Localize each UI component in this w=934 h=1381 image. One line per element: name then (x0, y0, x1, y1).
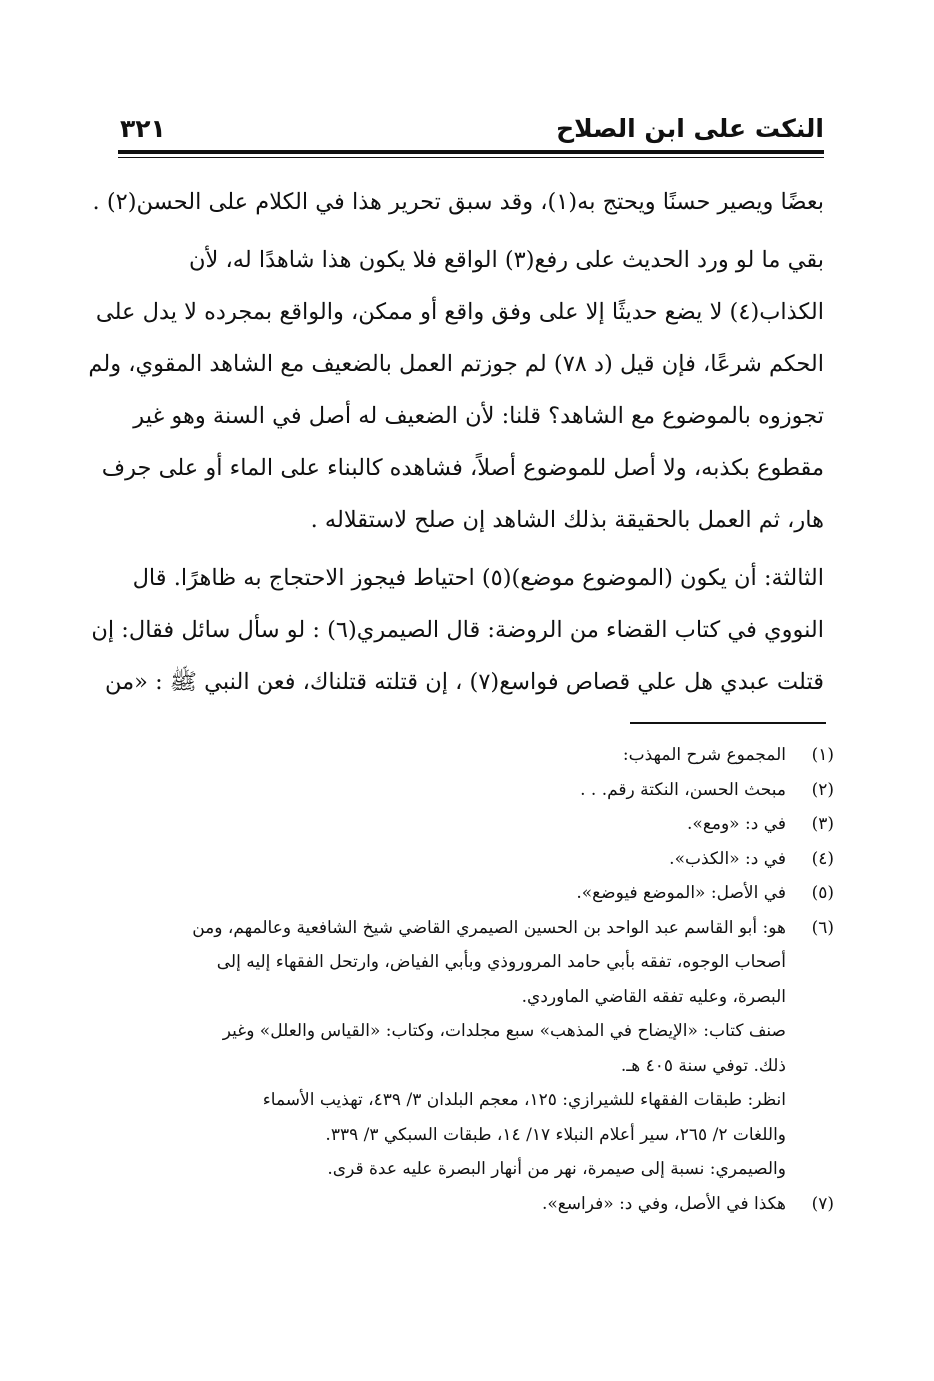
footnote-line (120, 773, 834, 808)
text-line: الحكم شرعًا، فإن قيل (د ٧٨) لم جوزتم العمل بالضعيف مع الشاهد المقوي، ولم (88, 351, 824, 377)
text-line: الثالثة: أن يكون (الموضوع موضع)(٥) احتياط فيجوز الاحتجاج به ظاهرًا. قال (132, 565, 824, 591)
footnote-continuation: انظر: طبقات الفقهاء للشيرازي: ١٢٥، معجم البلدان ٣/ ٤٣٩، تهذيب الأسماء (262, 1090, 786, 1110)
text-line: مقطوع بكذبه، ولا أصل للموضوع أصلاً، فشاهده كالبناء على الماء أو على جرف (101, 455, 824, 481)
footnote-line (120, 842, 834, 877)
footnote-line (120, 807, 834, 842)
footnote-line (120, 911, 834, 946)
footnote-continuation: أصحاب الوجوه، تفقه بأبي حامد المروروذي وبأبي الفياض، وارتحل الفقهاء إليه إلى (216, 952, 786, 972)
footnote-line (120, 738, 834, 773)
footnote-number: (٥) (811, 883, 834, 903)
footnote-text: هو: أبو القاسم عبد الواحد بن الحسين الصيمري القاضي شيخ الشافعية وعالمهم، ومن (192, 917, 786, 938)
footnote-continuation: والصيمري: نسبة إلى صيمرة، نهر من أنهار البصرة عليه عدة قرى. (327, 1159, 786, 1179)
footnote-continuation: البصرة، وعليه تفقه القاضي الماوردي. (521, 986, 786, 1007)
footnote-continuation: صنف كتاب: «الإيضاح في المذهب» سبع مجلدات، وكتاب: «القياس والعلل» وغير (222, 1021, 786, 1041)
footnote-text: في الأصل: «الموضع فيوضع». (576, 883, 786, 903)
text-line: تجوزوه بالموضوع مع الشاهد؟ قلنا: لأن الضعيف له أصل في السنة وهو غير (133, 403, 824, 429)
text-line: بقي ما لو ورد الحديث على رفع(٣) الواقع فلا يكون هذا شاهدًا له، لأن (188, 247, 824, 273)
text-line: هار، ثم العمل بالحقيقة بذلك الشاهد إن صلح لاستقلاله . (310, 507, 824, 533)
footnote-text: المجموع شرح المهذب: (622, 745, 786, 765)
footnotes (120, 738, 834, 1221)
footnote-number: (٢) (811, 779, 834, 800)
footnote-text: مبحث الحسن، النكتة رقم. . . (580, 779, 786, 800)
footnote-text: في د: «ومع». (687, 814, 786, 834)
running-header (118, 112, 824, 150)
footnote-number: (٣) (811, 814, 834, 834)
footnote-text: هكذا في الأصل، وفي د: «فراسع». (541, 1193, 786, 1214)
footnote-line (120, 1187, 834, 1222)
footnote-number: (٧) (811, 1193, 834, 1214)
text-line: النووي في كتاب القضاء من الروضة: قال الصيمري(٦) : لو سأل سائل فقال: إن (91, 617, 824, 643)
footnote-continuation: واللغات ٢/ ٢٦٥، سير أعلام النبلاء ١٧/ ١٤، طبقات السبكي ٣/ ٣٣٩. (325, 1124, 786, 1145)
text-line: قتلت عبدي هل علي قصاص فواسع(٧) ، إن قتلته قتلناك، فعن النبي ﷺ : «من (104, 669, 824, 695)
header-rule-thin (118, 157, 824, 158)
header-rule-thick (118, 150, 824, 154)
footnote-continuation: ذلك. توفي سنة ٤٠٥ هـ. (620, 1055, 786, 1076)
page-number: ٣٢١ (120, 114, 166, 143)
footnote-number: (٤) (811, 848, 834, 869)
book-title: النكت على ابن الصلاح (556, 114, 824, 143)
footnote-number: (١) (811, 745, 834, 765)
main-text (88, 176, 824, 708)
text-line: بعضًا ويصير حسنًا ويحتج به(١)، وقد سبق تحرير هذا في الكلام على الحسن(٢) . (92, 189, 824, 215)
footnote-line (120, 876, 834, 911)
footnote-number: (٦) (811, 917, 834, 938)
footnote-separator (630, 722, 826, 724)
footnote-text: في د: «الكذب». (669, 848, 786, 869)
text-line: الكذاب(٤) لا يضع حديثًا إلا على وفق واقع أو ممكن، والواقع بمجرده لا يدل على (95, 299, 824, 325)
